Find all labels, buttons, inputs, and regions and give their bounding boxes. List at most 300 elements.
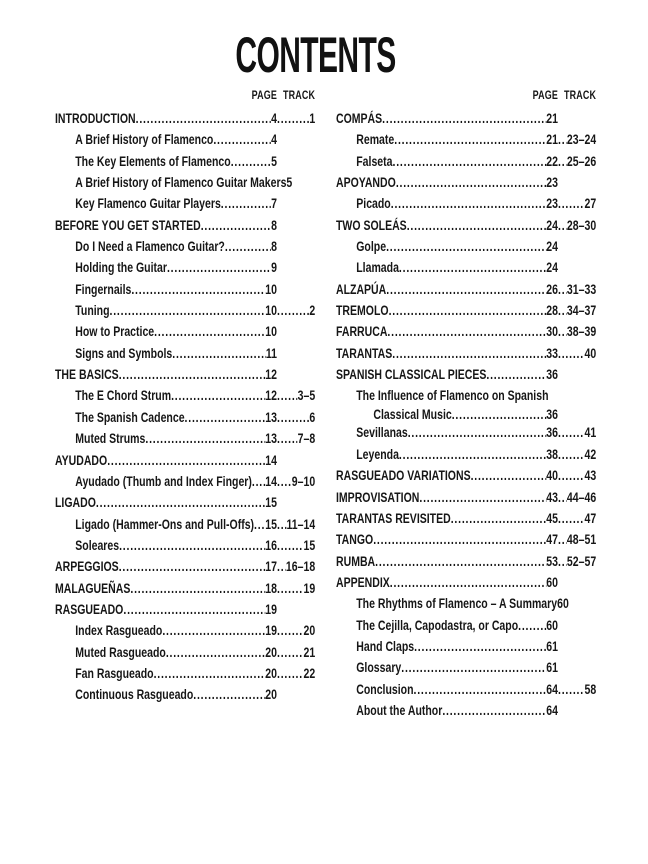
toc-entry-label: A Brief History of Flamenco — [75, 132, 214, 148]
toc-entry-track-number: 48–51 — [566, 532, 597, 548]
toc-entry-page-number: 36 — [546, 367, 559, 383]
toc-entry-label: INTRODUCTION — [55, 111, 136, 126]
dot-leader — [277, 581, 303, 596]
toc-entry-label: The Rhythms of Flamenco – A Summary — [356, 596, 558, 612]
page-column-header: PAGE — [532, 90, 559, 102]
toc-entry-page-number: 5 — [271, 153, 278, 169]
toc-entry-label: TARANTAS — [336, 345, 393, 361]
dot-leader — [166, 645, 265, 660]
toc-entry-label: SPANISH CLASSICAL PIECES — [336, 367, 487, 383]
page-title: CONTENTS — [234, 27, 396, 83]
dot-leader — [391, 196, 547, 211]
toc-entry-track-cell — [558, 425, 596, 440]
dot-leader — [277, 559, 286, 574]
toc-entry-label: About the Author — [356, 702, 443, 718]
toc-entry-track-number: 21 — [303, 644, 316, 660]
dot-leader — [154, 324, 265, 339]
toc-entry-sub — [55, 687, 315, 708]
dot-leader — [172, 346, 266, 361]
dot-leader — [277, 538, 303, 553]
dot-leader — [373, 532, 546, 547]
toc-entry-sub — [55, 645, 315, 666]
toc-entry-label: Muted Rasgueado — [75, 644, 166, 660]
toc-entry-label: APPENDIX — [336, 574, 390, 590]
toc-entry-main — [336, 324, 596, 345]
dot-leader — [277, 388, 298, 403]
toc-entry-sub — [336, 154, 596, 175]
toc-entry-page-number: 26 — [546, 281, 559, 297]
toc-entry-track-cell — [277, 388, 315, 403]
toc-entry-label: Index Rasgueado — [75, 623, 163, 639]
toc-entry-page-number: 24 — [546, 217, 559, 233]
toc-entry-track-number: 41 — [584, 425, 597, 441]
toc-entry-sub — [336, 596, 596, 617]
dot-leader — [107, 453, 265, 468]
toc-entry-track-number: 40 — [584, 345, 597, 361]
toc-entry-track-number: 38–39 — [566, 324, 597, 340]
dot-leader — [131, 282, 265, 297]
dot-leader — [277, 517, 287, 532]
toc-entry-sub — [336, 639, 596, 660]
toc-entry-track-cell — [558, 132, 596, 147]
toc-entry-track-cell — [277, 538, 315, 553]
toc-entry-page-number: 14 — [265, 473, 278, 489]
toc-entry-label: Continuous Rasgueado — [75, 687, 194, 703]
toc-entry-page-number: 60 — [546, 617, 559, 633]
dot-leader — [558, 154, 567, 169]
dot-leader — [558, 303, 567, 318]
dot-leader — [387, 324, 546, 339]
toc-entry-page-number: 8 — [271, 239, 278, 255]
toc-entry-label: Classical Music — [373, 406, 452, 422]
toc-entry-label: MALAGUEÑAS — [55, 580, 131, 596]
column-headers-left — [55, 88, 315, 111]
toc-entry-page-number: 20 — [265, 687, 278, 703]
toc-entry-page-number: 11 — [265, 345, 278, 361]
toc-entry-main — [336, 575, 596, 596]
toc-entry-main — [55, 581, 315, 602]
toc-entry-page-number: 40 — [546, 468, 559, 484]
toc-entry-page-number: 17 — [265, 559, 278, 575]
toc-entry-label: APOYANDO — [336, 175, 396, 191]
toc-entry-track-number: 7–8 — [297, 431, 316, 447]
toc-entry-label: Glossary — [356, 660, 402, 676]
dot-leader — [558, 511, 584, 526]
toc-entry-page-number: 13 — [265, 431, 278, 447]
toc-entry-main — [55, 495, 315, 516]
toc-entry-page-number: 64 — [546, 681, 559, 697]
toc-entry-label: Ayudado (Thumb and Index Finger) — [75, 473, 252, 489]
toc-entry-page-number: 45 — [546, 510, 559, 526]
toc-entry-label: THE BASICS — [55, 367, 119, 383]
toc-entry-sub — [55, 239, 315, 260]
toc-entry-page-number: 15 — [265, 495, 278, 511]
toc-entry-page-number: 60 — [546, 574, 559, 590]
dot-leader — [130, 581, 265, 596]
toc-entry-track-cell — [558, 303, 596, 318]
toc-entry-track-number: 15 — [303, 537, 316, 553]
dot-leader — [277, 410, 309, 425]
dot-leader — [277, 474, 292, 489]
toc-entry-label: BEFORE YOU GET STARTED — [55, 217, 201, 233]
toc-entry-page-number: 4 — [271, 132, 278, 148]
toc-entry-track-cell — [277, 559, 315, 574]
toc-entry-sub — [336, 447, 596, 468]
dot-leader — [96, 495, 265, 510]
toc-entry-label: Soleares — [75, 537, 120, 553]
toc-entry-sub — [55, 346, 315, 367]
toc-entry-label: Golpe — [356, 239, 387, 255]
toc-entry-sub — [55, 474, 315, 495]
toc-entry-label: Ligado (Hammer-Ons and Pull-Offs) — [75, 516, 255, 532]
toc-entry-sub — [55, 132, 315, 153]
toc-entry-track-cell — [277, 431, 315, 446]
toc-entry-page-number: 8 — [271, 217, 278, 233]
toc-entry-label: Fingernails — [75, 281, 132, 297]
toc-entry-sub — [336, 660, 596, 681]
dot-leader — [558, 346, 584, 361]
track-column-header: TRACK — [564, 90, 597, 102]
toc-entry-page-number: 47 — [546, 532, 559, 548]
toc-entry-label: How to Practice — [75, 324, 155, 340]
toc-entry-page-number: 43 — [546, 489, 559, 505]
toc-entry-sub — [336, 407, 596, 426]
toc-entry-page-number: 12 — [265, 388, 278, 404]
toc-entry-sub — [55, 175, 315, 196]
toc-entry-track-cell — [277, 111, 315, 126]
toc-entry-label: Do I Need a Flamenco Guitar? — [75, 239, 225, 255]
toc-entry-track-cell — [558, 468, 596, 483]
toc-entry-page-number: 21 — [546, 111, 559, 126]
toc-entry-page-number: 19 — [265, 601, 278, 617]
page-column-header: PAGE — [251, 90, 278, 102]
toc-entry-main — [336, 532, 596, 553]
toc-entry-main — [336, 175, 596, 196]
toc-entry-sub — [55, 154, 315, 175]
dot-leader — [277, 623, 303, 638]
dot-leader — [193, 687, 265, 702]
toc-entry-track-cell — [277, 474, 315, 489]
toc-entry-label: TANGO — [336, 532, 374, 548]
toc-entry-page-number: 7 — [271, 196, 278, 212]
toc-entry-label: Key Flamenco Guitar Players — [75, 196, 221, 212]
toc-entry-sub — [336, 618, 596, 639]
toc-entry-label: Conclusion — [356, 681, 414, 697]
toc-entry-label: TWO SOLEÁS — [336, 217, 407, 233]
toc-entry-track-number: 19 — [303, 580, 316, 596]
toc-entry-label: TARANTAS REVISITED — [336, 510, 451, 526]
dot-leader — [231, 154, 271, 169]
dot-leader — [558, 682, 584, 697]
dot-leader — [225, 239, 271, 254]
dot-leader — [393, 154, 547, 169]
toc-entry-page-number: 18 — [265, 580, 278, 596]
toc-entry-main — [336, 303, 596, 324]
dot-leader — [171, 388, 265, 403]
toc-entry-track-number: 31–33 — [566, 281, 597, 297]
dot-leader — [414, 639, 546, 654]
toc-entry-track-number: 47 — [584, 510, 597, 526]
dot-leader — [277, 111, 309, 126]
toc-entry-page-number: 5 — [286, 175, 293, 191]
toc-entry-label: Picado — [356, 196, 391, 212]
toc-entry-main — [55, 367, 315, 388]
toc-entry-main — [55, 453, 315, 474]
toc-entry-page-number: 16 — [265, 537, 278, 553]
toc-entry-label: Signs and Symbols — [75, 345, 173, 361]
toc-entry-page-number: 19 — [265, 623, 278, 639]
dot-leader — [558, 196, 584, 211]
toc-entry-page-number: 9 — [271, 260, 278, 276]
toc-entry-page-number: 23 — [546, 175, 559, 191]
toc-entry-label: Fan Rasgueado — [75, 665, 154, 681]
toc-entry-page-number: 24 — [546, 260, 559, 276]
dot-leader — [407, 218, 547, 233]
toc-entry-track-cell — [558, 154, 596, 169]
toc-entry-page-number: 28 — [546, 303, 559, 319]
dot-leader — [452, 407, 547, 422]
toc-entry-label: FARRUCA — [336, 324, 388, 340]
toc-entry-sub — [55, 260, 315, 281]
dot-leader — [558, 554, 567, 569]
toc-entry-sub — [336, 196, 596, 217]
toc-entry-page-number: 36 — [546, 425, 559, 441]
dot-leader — [386, 282, 546, 297]
toc-entry-sub — [55, 303, 315, 324]
dot-leader — [399, 447, 546, 462]
toc-entry-page-number: 53 — [546, 553, 559, 569]
toc-entry-label: Tuning — [75, 303, 110, 319]
dot-leader — [518, 618, 546, 633]
page-title-wrap — [0, 26, 639, 84]
dot-leader — [277, 666, 303, 681]
dot-leader — [471, 468, 547, 483]
toc-entry-track-cell — [558, 682, 596, 697]
dot-leader — [201, 218, 271, 233]
toc-entry-label: RASGUEADO VARIATIONS — [336, 468, 471, 484]
toc-entry-page-number: 10 — [265, 303, 278, 319]
toc-entry-label: Sevillanas — [356, 425, 408, 441]
toc-entry-track-number: 3–5 — [297, 388, 316, 404]
dot-leader — [486, 367, 546, 382]
toc-entry-sub — [336, 425, 596, 446]
toc-right-column — [336, 88, 596, 724]
toc-entry-main — [336, 490, 596, 511]
toc-entry-track-number: 23–24 — [566, 132, 597, 148]
dot-leader — [558, 447, 584, 462]
dot-leader — [254, 517, 265, 532]
toc-entry-page-number: 12 — [265, 367, 278, 383]
toc-entry-main — [336, 111, 596, 132]
toc-entry-page-number: 38 — [546, 446, 559, 462]
toc-entry-main — [336, 346, 596, 367]
toc-entry-track-number: 42 — [584, 446, 597, 462]
toc-entry-sub — [336, 260, 596, 281]
dot-leader — [119, 538, 265, 553]
toc-entry-page-number: 21 — [546, 132, 559, 148]
dot-leader — [119, 559, 266, 574]
toc-entry-track-cell — [558, 196, 596, 211]
toc-entry-label: IMPROVISATION — [336, 489, 420, 505]
toc-entry-sub — [55, 324, 315, 345]
toc-entry-page-number: 36 — [546, 406, 559, 422]
toc-entry-label: Remate — [356, 132, 395, 148]
toc-entry-main — [55, 111, 315, 132]
toc-entry-sub — [336, 388, 596, 407]
toc-entry-track-number: 6 — [309, 409, 316, 425]
toc-entry-sub — [55, 282, 315, 303]
toc-entry-label: The E Chord Strum — [75, 388, 172, 404]
toc-left-column — [55, 88, 315, 709]
dot-leader — [277, 431, 298, 446]
toc-entry-label: Falseta — [356, 153, 393, 169]
toc-entry-main — [336, 367, 596, 388]
toc-entry-page-number: 33 — [546, 345, 559, 361]
toc-entry-track-number: 25–26 — [566, 153, 597, 169]
toc-entry-page-number: 61 — [546, 638, 559, 654]
toc-entry-track-cell — [558, 447, 596, 462]
toc-entry-track-cell — [558, 324, 596, 339]
toc-entry-label: The Influence of Flamenco on Spanish — [356, 388, 549, 404]
toc-entry-track-cell — [277, 645, 315, 660]
toc-entry-track-cell — [277, 410, 315, 425]
toc-entry-track-cell — [558, 346, 596, 361]
toc-entry-track-number: 52–57 — [566, 553, 597, 569]
toc-entry-sub — [336, 132, 596, 153]
toc-entry-sub — [336, 682, 596, 703]
dot-leader — [136, 111, 272, 126]
dot-leader — [390, 575, 547, 590]
toc-entry-label: Leyenda — [356, 446, 399, 462]
toc-entry-track-number: 27 — [584, 196, 597, 212]
toc-entry-label: Hand Claps — [356, 638, 415, 654]
toc-entry-label: RASGUEADO — [55, 601, 124, 617]
dot-leader — [414, 682, 547, 697]
dot-leader — [558, 468, 584, 483]
toc-entry-main — [336, 511, 596, 532]
toc-entry-track-cell — [558, 282, 596, 297]
dot-leader — [558, 532, 567, 547]
toc-entry-label: Llamada — [356, 260, 399, 276]
dot-leader — [396, 175, 546, 190]
toc-entry-track-cell — [558, 554, 596, 569]
toc-entry-track-number: 22 — [303, 665, 316, 681]
toc-entry-sub — [55, 538, 315, 559]
toc-entry-page-number: 64 — [546, 702, 559, 718]
dot-leader — [185, 410, 266, 425]
toc-entry-label: A Brief History of Flamenco Guitar Makers — [75, 175, 287, 191]
toc-entry-track-cell — [558, 511, 596, 526]
track-column-header: TRACK — [283, 90, 316, 102]
toc-entry-track-cell — [277, 623, 315, 638]
dot-leader — [394, 132, 546, 147]
dot-leader — [277, 645, 303, 660]
toc-entry-page-number: 10 — [265, 324, 278, 340]
dot-leader — [399, 260, 546, 275]
toc-entry-sub — [55, 431, 315, 452]
toc-entry-track-cell — [558, 532, 596, 547]
toc-entry-label: COMPÁS — [336, 111, 383, 126]
toc-entry-page-number: 60 — [557, 596, 569, 612]
dot-leader — [221, 196, 271, 211]
toc-entry-track-number: 34–37 — [566, 303, 597, 319]
dot-leader — [167, 260, 271, 275]
toc-entry-page-number: 13 — [265, 409, 278, 425]
toc-entry-label: ARPEGGIOS — [55, 559, 119, 575]
dot-leader — [382, 111, 546, 126]
dot-leader — [401, 660, 546, 675]
toc-entry-track-number: 9–10 — [291, 473, 316, 489]
toc-entry-track-number: 43 — [584, 468, 597, 484]
dot-leader — [154, 666, 266, 681]
toc-entry-page-number: 20 — [265, 665, 278, 681]
toc-entry-track-cell — [558, 218, 596, 233]
toc-entry-track-cell — [558, 490, 596, 505]
dot-leader — [558, 324, 567, 339]
toc-entry-sub — [55, 623, 315, 644]
toc-entry-page-number: 14 — [265, 452, 278, 468]
dot-leader — [375, 554, 546, 569]
dot-leader — [392, 346, 546, 361]
toc-entry-main — [55, 602, 315, 623]
toc-entry-sub — [55, 410, 315, 431]
toc-entry-track-cell — [277, 666, 315, 681]
toc-entry-label: The Key Elements of Flamenco — [75, 153, 231, 169]
toc-entry-label: TREMOLO — [336, 303, 389, 319]
toc-entry-track-number: 44–46 — [566, 489, 597, 505]
dot-leader — [110, 303, 266, 318]
toc-entry-sub — [55, 666, 315, 687]
toc-entry-page-number: 24 — [546, 239, 559, 255]
dot-leader — [213, 132, 271, 147]
dot-leader — [558, 490, 567, 505]
toc-entry-page-number: 20 — [265, 644, 278, 660]
toc-entry-track-number: 11–14 — [286, 516, 316, 532]
dot-leader — [558, 425, 584, 440]
toc-entry-label: ALZAPÚA — [336, 281, 387, 297]
toc-entry-label: Holding the Guitar — [75, 260, 167, 276]
toc-entry-main — [55, 559, 315, 580]
toc-entry-main — [336, 554, 596, 575]
toc-entry-main — [336, 282, 596, 303]
dot-leader — [252, 474, 265, 489]
toc-entry-track-number: 1 — [309, 111, 316, 126]
toc-entry-page-number: 61 — [546, 660, 559, 676]
toc-entry-sub — [55, 388, 315, 409]
toc-entry-main — [55, 218, 315, 239]
toc-entry-label: The Spanish Cadence — [75, 409, 185, 425]
dot-leader — [386, 239, 546, 254]
toc-entry-sub — [55, 196, 315, 217]
toc-entry-track-cell — [277, 517, 315, 532]
dot-leader — [558, 132, 567, 147]
dot-leader — [419, 490, 546, 505]
dot-leader — [558, 282, 567, 297]
toc-entry-label: RUMBA — [336, 553, 376, 569]
toc-entry-main — [336, 468, 596, 489]
toc-entry-track-number: 16–18 — [285, 559, 316, 575]
toc-entry-label: The Cejilla, Capodastra, or Capo — [356, 617, 519, 633]
toc-entry-sub — [336, 703, 596, 724]
dot-leader — [119, 367, 266, 382]
toc-entry-page-number: 10 — [265, 281, 278, 297]
toc-entry-label: Muted Strums — [75, 431, 146, 447]
dot-leader — [389, 303, 547, 318]
toc-entry-track-number: 20 — [303, 623, 316, 639]
dot-leader — [123, 602, 265, 617]
toc-entry-track-number: 28–30 — [566, 217, 597, 233]
toc-entry-track-cell — [277, 303, 315, 318]
